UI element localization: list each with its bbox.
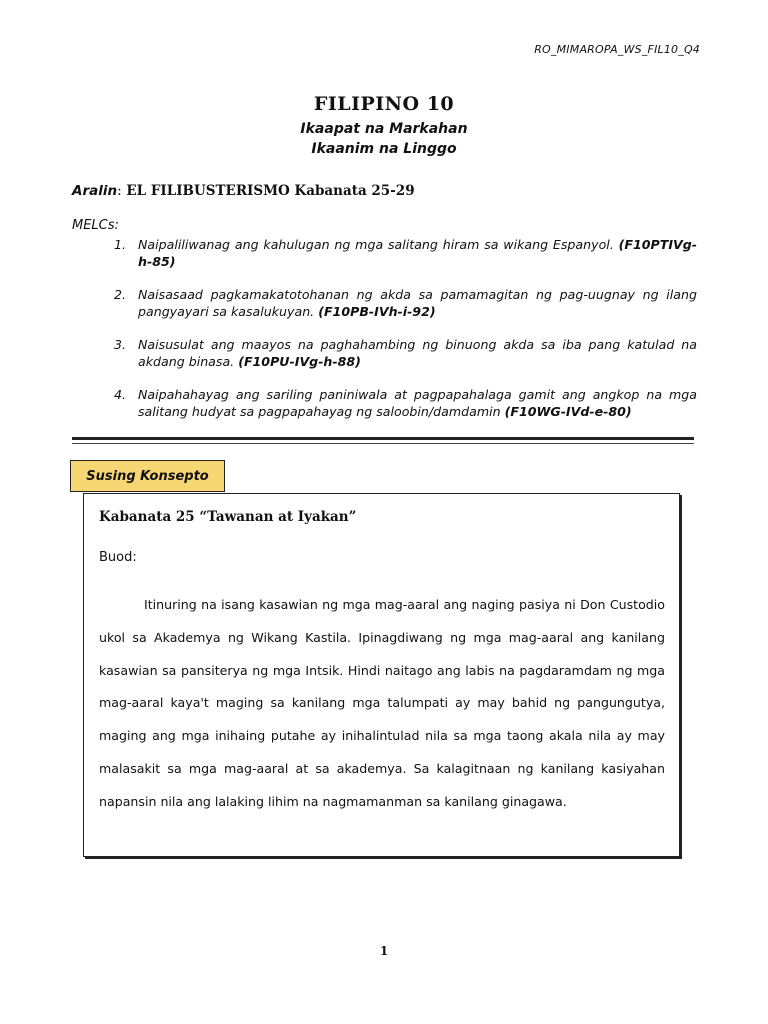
quarter-subtitle: Ikaapat na Markahan [300,121,468,137]
melc-item [112,336,697,370]
melc-code: (F10PB-IVh-i-92) [318,304,436,319]
summary-paragraph: Itinuring na isang kasawian ng mga mag-aaral ang naging pasiya ni Don Custodio ukol sa Akademya ng Wikang Kastila. Ipinagdiwang ng mga mag-aaral ang kanilang kasawian sa pansiterya ng mga Intsik. Hindi naitago ang labis na pagdaramdam ng mga mag-aaral kaya't maging sa kanilang mga talumpati ay may bahid ng pangungutya, maging ang mga inihaing putahe ay inihalintulad nila sa mga taong akala nila ay may malasakit sa mga mag-aaral at sa akademya. Sa kalagitnaan ng kanilang kasiyahan napansin nila ang lalaking lihim na nagmamanman sa kanilang ginagawa. [99,597,665,809]
page-number: 1 [379,944,389,958]
chapter-heading: Kabanata 25 “Tawanan at Iyakan” [99,509,357,525]
aralin-text: EL FILIBUSTERISMO Kabanata 25-29 [121,183,415,199]
week-subtitle: Ikaanim na Linggo [311,141,457,157]
melc-text: Naisusulat ang maayos na paghahambing ng binuong akda sa iba pang katulad na akdang binasa. [138,337,697,369]
aralin-line [72,183,415,199]
melc-number: 4. [114,387,127,402]
buod-label: Buod: [99,550,137,565]
melc-code: (F10PU-IVg-h-88) [238,354,361,369]
melc-code: (F10WG-IVd-e-80) [504,404,632,419]
melc-number: 3. [114,337,127,352]
melc-text: Naipahahayag ang sariling paniniwala at pagpapahalaga gamit ang angkop na mga salitang hudyat sa pagpapahayag ng saloobin/damdamin [138,387,697,419]
melc-text: Naipaliliwanag ang kahulugan ng mga salitang hiram sa wikang Espanyol. [138,237,619,252]
melcs-list [112,236,697,436]
susing-konsepto-label: Susing Konsepto [70,460,225,492]
melc-text: Naisasaad pagkamakatotohanan ng akda sa pamamagitan ng pag-uugnay ng ilang pangyayari sa kasalukuyan. [138,287,697,319]
melc-code: (F10PTIVg- h-85) [138,237,697,269]
aralin-colon: : [117,183,122,199]
melc-number: 2. [114,287,127,302]
melc-item [112,286,697,320]
melc-item [112,236,697,270]
aralin-label: Aralin [72,183,118,199]
divider-thick [72,437,694,440]
melcs-label: MELCs: [72,218,119,233]
melc-number: 1. [114,237,127,252]
melc-item [112,386,697,420]
divider-thin [72,443,694,444]
document-code: RO_MIMAROPA_WS_FIL10_Q4 [534,43,700,56]
document-title: FILIPINO 10 [313,93,455,115]
content-box [83,493,680,857]
